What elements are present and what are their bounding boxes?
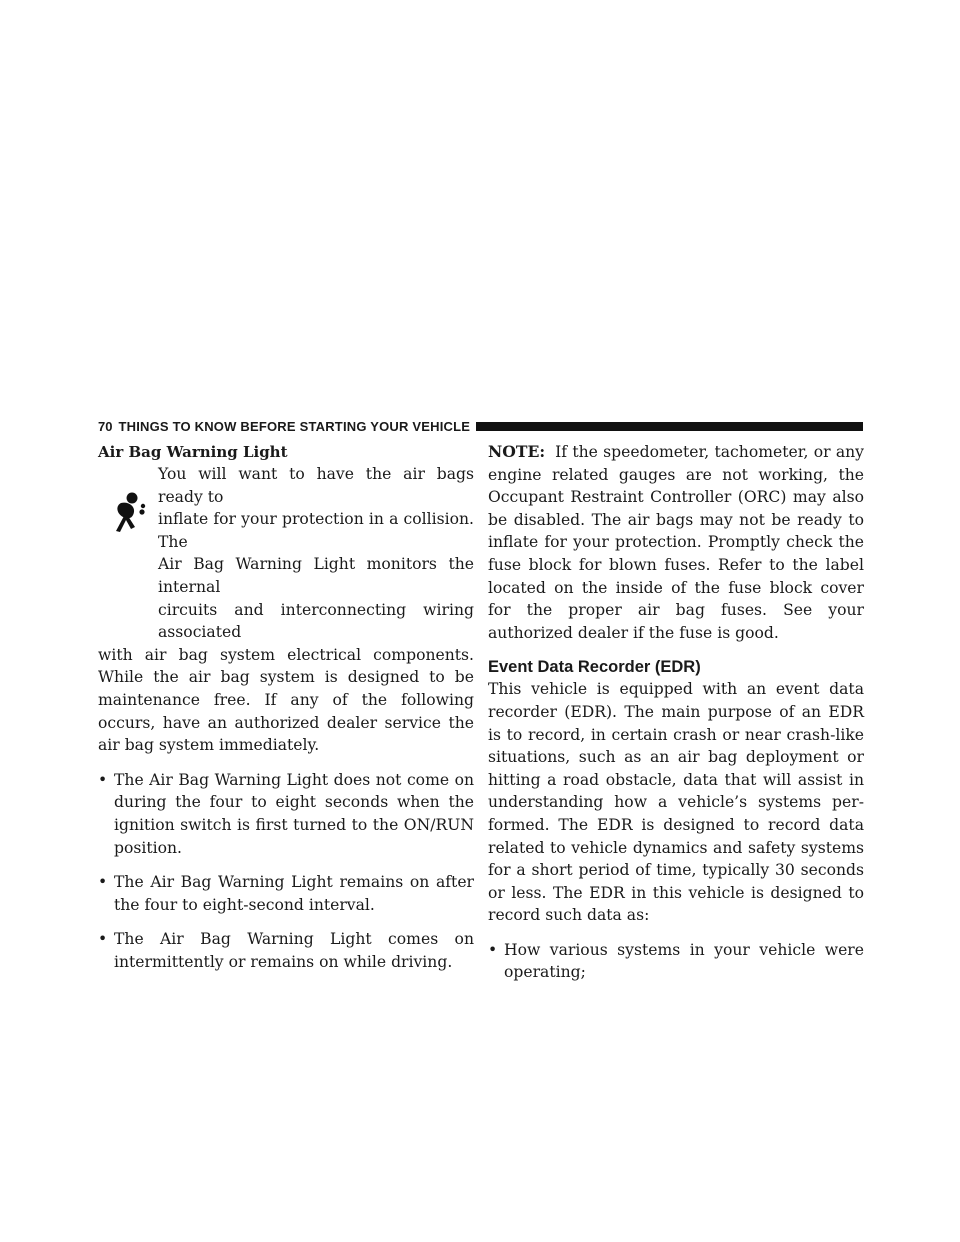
intro-line-1: You will want to have the air bags ready to [158, 465, 474, 506]
section-title: THINGS TO KNOW BEFORE STARTING YOUR VEHICLE [118, 418, 471, 434]
page-number: 70 [98, 418, 113, 434]
intro-line-2: inflate for your protection in a collision. The [158, 510, 474, 551]
airbag-bullet-list [98, 769, 474, 974]
list-item: • The Air Bag Warning Light does not come on during the four to eight seconds when the ignition switch is first turned to the ON/RUN position. [98, 769, 474, 859]
intro-line-4: circuits and interconnecting wiring associated [158, 600, 474, 642]
list-item: • The Air Bag Warning Light comes on intermittently or remains on while driving. [98, 928, 474, 973]
header-bar [476, 422, 863, 431]
note-paragraph [488, 441, 864, 644]
note-text: If the speedometer, tachometer, or any engine related gauges are not working, the Occupant Restraint Controller (ORC) may also be disabled. The air bags may not be ready to inflate for your protection. Promptly check the fuse block for blown fuses. Refer to the label located on the inside of the fuse block cover for the proper air bag fuses. See your authorized dealer if the fuse is good. [488, 443, 864, 642]
airbag-warning-icon [107, 491, 149, 535]
intro-line-3: Air Bag Warning Light monitors the internal [158, 555, 474, 596]
edr-paragraph: This vehicle is equipped with an event data recorder (EDR). The main purpose of an EDR is to record, in certain crash or near crash-like situations, such as an air bag deployment or hitting a road obstacle, data that will assist in understanding how a vehicle’s systems per-formed. The EDR is designed to record data related to vehicle dynamics and safety systems for a short period of time, typically 30 seconds or less. The EDR in this vehicle is designed to record such data as: [488, 680, 864, 925]
left-column [98, 441, 474, 973]
right-column [488, 441, 864, 984]
intro-paragraph-rest: with air bag system electrical components. While the air bag system is designed to be maintenance free. If any of the following occurs, have an authorized dealer service the air bag system immediately. [98, 645, 474, 755]
list-item: • How various systems in your vehicle were operating; [488, 939, 864, 984]
page-header [98, 417, 863, 435]
edr-heading: Event Data Recorder (EDR) [488, 658, 701, 677]
edr-bullet-list [488, 939, 864, 984]
list-item: • The Air Bag Warning Light remains on after the four to eight-second interval. [98, 871, 474, 916]
note-label: NOTE: [488, 442, 546, 461]
airbag-warning-heading: Air Bag Warning Light [98, 443, 288, 461]
airbag-warning-block [98, 463, 474, 644]
